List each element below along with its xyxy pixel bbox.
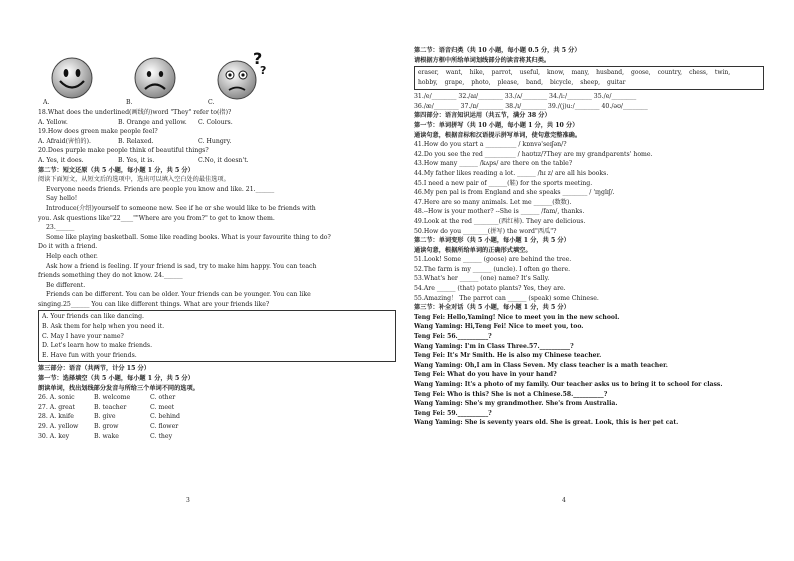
spelling-question[interactable]: 46.My pen pal is from England and she speaks ________ / 'ɪŋglɪʃ/. [414, 189, 615, 197]
word-form-question[interactable]: 52.The farm is my ______ (uncle). I often go there. [414, 265, 571, 273]
word-box-word: photo, [471, 79, 491, 87]
phonics-option[interactable]: C. they [150, 432, 173, 440]
dialogue-line: Wang Yaming: She's my grandmother. She's from Australia. [414, 400, 618, 408]
choice-b: B. Ask them for help when you need it. [42, 323, 165, 331]
word-form-question[interactable]: 53.What's her ______ (one) name? It's Sally. [414, 275, 550, 283]
right-page [414, 46, 764, 516]
phonics-option[interactable]: 28. A. knife [38, 413, 74, 421]
phonics-option[interactable]: 30. A. key [38, 432, 70, 440]
dialogue-line: Teng Fei: What do you have in your hand? [414, 371, 557, 379]
word-box-word: goose, [630, 69, 651, 77]
q20-option-a[interactable]: A. Yes, it does. [38, 156, 84, 164]
word-form-question[interactable]: 54.Are ______ (that) potato plants? Yes, they are. [414, 285, 566, 293]
q18-option-c[interactable]: C. Colours. [198, 118, 233, 126]
word-box-word: know, [547, 69, 565, 77]
word-box-word: eraser, [418, 69, 439, 77]
sort-row-1[interactable]: 31./e/________ 32./aɪ/________ 33./ʌ/________ 34./i:/________ 35./e/________ [414, 93, 637, 101]
dialogue-line: Teng Fei: Who is this? She is not a Chinese.58.__________? [414, 390, 608, 398]
phonics-option[interactable]: 27. A. great [38, 403, 75, 411]
part-title: 第三部分：语音（共两节，计分 15 分） [38, 365, 150, 373]
section-title: 第一节：单词拼写（共 10 小题，每小题 1 分，共 10 分） [414, 121, 579, 129]
choice-box [38, 310, 396, 362]
phonics-option[interactable]: C. meet [150, 403, 175, 411]
spelling-question[interactable]: 50.How do you ________(拼写) the word"西瓜"? [414, 227, 557, 235]
word-form-question[interactable]: 51.Look! Some ______ (goose) are behind the tree. [414, 256, 572, 264]
q19-options [38, 137, 396, 147]
phonics-option[interactable]: B. give [94, 413, 116, 421]
spelling-question[interactable]: 45.I need a new pair of ______(鞋) for the sports meeting. [414, 179, 593, 187]
word-box-word: grape, [444, 79, 465, 87]
spelling-question[interactable]: 44.My father likes reading a lot. ______ /hɪ z/ are all his books. [414, 169, 609, 177]
confused-face-icon [213, 50, 273, 102]
word-form-question[interactable]: 55.Amazing！ The parrot can ______ (speak) some Chinese. [414, 294, 599, 302]
svg-text:?: ? [253, 50, 263, 68]
section-title: 第一节：选择填空（共 5 小题，每小题 1 分，共 5 分） [38, 375, 194, 383]
q18-stem: 18.What does the underlined(画线的)word "They" refer to(指)? [38, 109, 232, 116]
reading-passage [38, 185, 396, 310]
phonics-option[interactable]: B. welcome [94, 394, 131, 402]
word-box-word: sheep, [580, 79, 601, 87]
spelling-question[interactable]: 42.Do you see the red __________ / haʊtɪz/?They are my grandparents' home. [414, 150, 653, 158]
choice-e: E. Have fun with your friends. [42, 351, 137, 359]
dialogue-line: Teng Fei: Hello,Yaming! Nice to meet you in the new school. [414, 313, 620, 321]
dialogue [414, 313, 764, 428]
choice-a: A. Your friends can like dancing. [42, 313, 144, 321]
word-box-word: country, [657, 69, 683, 77]
word-box-word: parrot, [491, 69, 513, 77]
section-instructions: 阅读下面短文，从短文后的选项中，选出可以填入空白处的最佳选项。 [38, 176, 230, 184]
spelling-question[interactable]: 49.Look at the red ________(西红柿). They are delicious. [414, 217, 586, 225]
spelling-question[interactable]: 47.Here are so many animals. Let me ______(数数). [414, 198, 572, 206]
word-box-word: useful, [519, 69, 541, 77]
happy-face-icon [50, 56, 94, 100]
passage-line: singing.25______ You can like different things. What are your friends like? [38, 300, 270, 308]
word-box-word: hike, [469, 69, 485, 77]
phonics-question [38, 393, 396, 403]
passage-line: Some like playing basketball. Some like reading books. What is your favourite thing to do? [46, 233, 331, 241]
sad-face-icon [133, 56, 177, 100]
passage-line: Ask how a friend is feeling. If your friend is sad, try to make him happy. You can teach [46, 262, 317, 270]
phonics-option[interactable]: C. other [150, 394, 176, 402]
q20-option-b[interactable]: B. Yes, it is. [118, 156, 155, 164]
word-box-word: please, [497, 79, 519, 87]
section-title: 第二节：语音归类（共 10 小题，每小题 0.5 分，共 5 分） [414, 47, 581, 54]
q20-options [38, 156, 396, 166]
q19-option-b[interactable]: B. Relaxed. [118, 137, 154, 145]
passage-line: Everyone needs friends. Friends are people you know and like. 21.______ [46, 185, 275, 193]
section-instructions: 通读句意，根据音标和汉语提示拼写单词，使句意完整准确。 [414, 131, 582, 139]
q18-options [38, 118, 396, 128]
passage-line: 23.______ [46, 224, 75, 232]
word-box-word: twin, [714, 69, 731, 77]
word-box-word: guitar [607, 79, 626, 87]
choice-d: D. Let's learn how to make friends. [42, 342, 153, 350]
phonics-option[interactable]: B. wake [94, 432, 119, 440]
passage-line: Be different. [46, 281, 86, 289]
phonics-question [38, 432, 396, 442]
q20-stem: 20.Does purple make people think of beautiful things? [38, 147, 209, 155]
face-option-c-label: C. [208, 99, 215, 106]
word-box-word: hobby, [418, 79, 438, 87]
section-title: 第三节：补全对话（共 5 小题，每小题 1 分，共 5 分） [414, 304, 570, 312]
phonics-option[interactable]: C. flower [150, 423, 179, 430]
spelling-question[interactable]: 43.How many ______ /kʌps/ are there on the table? [414, 160, 573, 168]
q18-option-a[interactable]: A. Yellow. [38, 118, 68, 126]
spelling-question[interactable]: 41.How do you start a __________ / kɒnvə'seɪʃən/? [414, 141, 567, 149]
dialogue-line: Wang Yaming: She is seventy years old. She is great. Look, this is her pet cat. [414, 419, 679, 427]
word-form-questions [414, 255, 764, 303]
phonics-option[interactable]: B. grow [94, 423, 119, 430]
q19-option-c[interactable]: C. Hungry. [198, 137, 232, 145]
phonics-question [38, 403, 396, 413]
q18-option-b[interactable]: B. Orange and yellow. [118, 118, 187, 126]
section-instructions: 通读句意，根据所给单词的正确形式填空。 [414, 246, 532, 254]
face-option-a-label: A. [43, 99, 50, 106]
spelling-question[interactable]: 48.--How is your mother? --She is ______ /fam/, thanks. [414, 208, 585, 216]
q20-option-c[interactable]: C.No, it doesn't. [198, 156, 249, 164]
dialogue-line: Wang Yaming: I'm in Class Three.57.__________? [414, 342, 574, 350]
phonics-question [38, 422, 396, 432]
face-option-b-label: B. [126, 99, 133, 106]
dialogue-line: Wang Yaming: Hi,Teng Fei! Nice to meet you, too. [414, 323, 584, 331]
passage-line: Friends can be different. You can be older. Your friends can be younger. You can like [46, 291, 311, 299]
section-instructions: 请根据方框中所给单词划线部分的读音将其归类。 [414, 56, 551, 64]
word-box-word: bicycle, [549, 79, 574, 87]
phonics-option[interactable]: 29. A. yellow [38, 423, 79, 430]
passage-line: friends something they do not know. 24.______ [38, 272, 183, 280]
passage-line: Do it with a friend. [38, 243, 98, 251]
phonics-option[interactable]: C. behind [150, 413, 180, 421]
word-box [414, 66, 764, 90]
dialogue-line: Wang Yaming: It's a photo of my family. Our teacher asks us to bring it to school for class. [414, 381, 723, 388]
section-title: 第二节：单词变形（共 5 小题，每小题 1 分，共 5 分） [414, 237, 570, 245]
page-number-right: 4 [562, 497, 566, 504]
q19-option-a[interactable]: A. Afraid(害怕的). [38, 137, 91, 145]
spelling-questions [414, 140, 764, 236]
phonics-questions [38, 393, 396, 441]
dialogue-line: Wang Yaming: Oh,I am in Class Seven. My class teacher is a math teacher. [414, 361, 668, 369]
phonics-question [38, 412, 396, 422]
passage-line: Help each other. [46, 252, 98, 260]
svg-text:?: ? [260, 64, 267, 77]
phonics-option[interactable]: 26. A. sonic [38, 394, 75, 402]
word-box-word: chess, [689, 69, 708, 77]
face-options [38, 46, 396, 108]
word-box-word: many, [571, 69, 590, 77]
page-number-left: 3 [186, 497, 190, 504]
section-title: 第二节：短文还原（共 5 小题，每小题 1 分，共 5 分） [38, 166, 194, 174]
dialogue-line: Teng Fei: 56.__________? [414, 333, 492, 341]
sort-row-2[interactable]: 36./æ/________ 37./ɒ/________ 38./ɪ/________ 39./(j)u:/________ 40./əʊ/________ [414, 102, 648, 110]
phonics-option[interactable]: B. teacher [94, 403, 127, 411]
passage-line: Introduce(介绍)yourself to someone new. See if he or she would like to be friends with [46, 204, 316, 212]
word-box-word: band, [525, 79, 543, 87]
passage-line: you. Ask questions like"22____""Where are you from?" to get to know them. [38, 214, 275, 222]
passage-line: Say hello! [46, 195, 78, 203]
section-instructions: 朗读单词，找出划线部分发音与所给三个单词不同的选项。 [38, 384, 199, 392]
dialogue-line: Teng Fei: It's Mr Smith. He is also my Chinese teacher. [414, 352, 602, 360]
word-box-word: husband, [596, 69, 624, 77]
left-page [38, 46, 396, 516]
word-box-word: want, [445, 69, 463, 77]
q19-stem: 19.How does green make people feel? [38, 128, 158, 136]
choice-c: C. May I have your name? [42, 332, 124, 340]
dialogue-line: Teng Fei: 59.__________? [414, 409, 492, 417]
part-title: 第四部分：语言知识运用（共五节，满分 38 分） [414, 112, 551, 120]
